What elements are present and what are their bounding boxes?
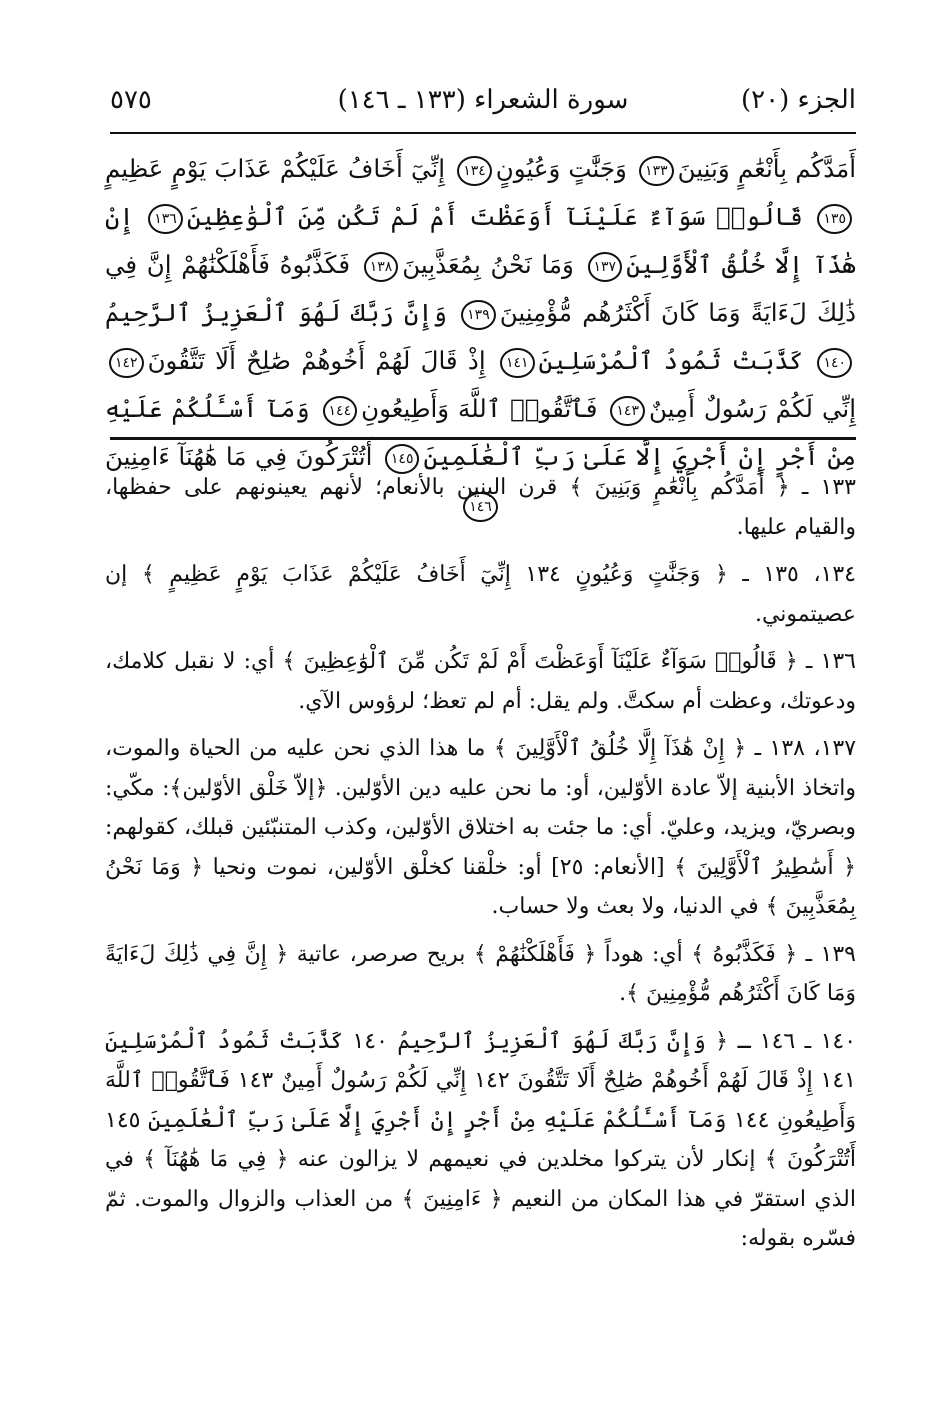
ayah-text: إِنِّي لَكُمْ رَسُولٌ أَمِينٌ xyxy=(648,394,856,423)
ayah-number-marker: ١٤٤ xyxy=(323,396,358,426)
commentary-paragraph: ١٣٤، ١٣٥ ـ ﴿ وَجَنَّٰتٍ وَعُيُونٍ ١٣٤ إِنِّيٓ أَخَافُ عَلَيْكُمْ عَذَابَ يَوْمٍ عَظِيمٍ ﴾ إن عصيتموني. xyxy=(105,562,856,627)
commentary-paragraph: ١٤٠ ـ ١٤٦ ـ ﴿ وَإِنَّ رَبَّكَ لَهُوَ ٱلْعَزِيزُ ٱلرَّحِيمُ ١٤٠ كَذَّبَتْ ثَمُودُ ٱلْمُرْسَلِينَ ١٤١ إِذْ قَالَ لَهُمْ أَخُوهُمْ صَٰلِحٌ أَلَا تَتَّقُونَ ١٤٢ إِنِّي لَكُمْ رَسُولٌ أَمِينٌ ١٤٣ فَٱتَّقُوا۟ ٱللَّهَ وَأَطِيعُونِ ١٤٤ وَمَآ أَسْـَٔلُكُمْ عَلَيْهِ مِنْ أَجْرٍ إِنْ أَجْرِيَ إِلَّا عَلَىٰ رَبِّ ٱلْعَٰلَمِينَ ١٤٥ أَتُتْرَكُونَ ﴾ إنكار لأن يتركوا مخلدين في نعيمهم لا يزالون عنه ﴿ فِي مَا هَٰهُنَآ ﴾ في الذي استقرّ في هذا المكان من النعيم ﴿ ءَامِنِينَ ﴾ من العذاب والزوال والموت. ثمّ فسّره بقوله: xyxy=(105,1028,857,1251)
ayah-number-marker: ١٤١ xyxy=(500,348,535,378)
ayah-text: وَمَا نَحْنُ بِمُعَذَّبِينَ xyxy=(402,250,574,279)
ayah-number-marker: ١٣٣ xyxy=(639,156,674,186)
ayah-text: أَمَدَّكُم بِأَنْعَٰمٍ وَبَنِينَ xyxy=(677,154,857,183)
part-label: الجزء (٢٠) xyxy=(740,85,856,115)
ayah-number-marker: ١٤٦ xyxy=(463,492,498,522)
section-divider xyxy=(110,437,856,440)
ayah-number-marker: ١٤٣ xyxy=(610,396,645,426)
ayah-number-marker: ١٣٤ xyxy=(457,156,492,186)
header-divider xyxy=(110,132,856,134)
ayah-number-marker: ١٤٥ xyxy=(385,444,420,474)
ayah-text: إِنْ هَٰذَآ إِلَّا خُلُقُ ٱلْأَوَّلِينَ xyxy=(105,202,857,279)
ayah-number-marker: ١٤٠ xyxy=(817,348,852,378)
ayah-text: كَذَّبَتْ ثَمُودُ ٱلْمُرْسَلِينَ xyxy=(538,346,804,375)
ayah-text: إِنِّيٓ أَخَافُ عَلَيْكُمْ عَذَابَ يَوْمٍ عَظِيمٍ xyxy=(105,154,446,183)
ayah-text: وَمَآ أَسْـَٔلُكُمْ عَلَيْهِ مِنْ أَجْرٍ إِنْ أَجْرِيَ إِلَّا عَلَىٰ رَبِّ ٱلْعَٰلَمِينَ xyxy=(105,394,857,471)
ayah-number-marker: ١٣٩ xyxy=(461,300,496,330)
ayah-text: أَتُتْرَكُونَ فِي مَا هَٰهُنَآ ءَامِنِينَ xyxy=(105,442,373,471)
commentary-paragraph: ١٣٩ ـ ﴿ فَكَذَّبُوهُ ﴾ أي: هوداً ﴿ فَأَهْلَكْنَٰهُمْ ﴾ بريح صرصر، عاتية ﴿ إِنَّ فِي ذَٰلِكَ لَءَايَةً وَمَا كَانَ أَكْثَرُهُم مُّؤْمِنِينَ ﴾. xyxy=(105,941,856,1006)
commentary-block xyxy=(105,468,856,1340)
ayah-number-marker: ١٣٦ xyxy=(148,204,183,234)
surah-title: سورة الشعراء (١٣٣ ـ ١٤٦) xyxy=(337,85,629,115)
commentary-paragraph: ١٣٦ ـ ﴿ قَالُوا۟ سَوَآءٌ عَلَيْنَآ أَوَعَظْتَ أَمْ لَمْ تَكُن مِّنَ ٱلْوَٰعِظِينَ ﴾ أي: لا نقبل كلامك، ودعوتك، وعظت أم سكتَّ. ولم يقل: أم لم تعظ؛ لرؤوس الآي. xyxy=(105,649,856,714)
ayah-text: فَٱتَّقُوا۟ ٱللَّهَ وَأَطِيعُونِ xyxy=(361,394,598,423)
commentary-paragraph: ١٣٣ ـ ﴿ أَمَدَّكُم بِأَنْعَٰمٍ وَبَنِينَ ﴾ قرن البنين بالأنعام؛ لأنهم يعينونهم على حفظها، والقيام عليها. xyxy=(105,475,856,540)
commentary-paragraph: ١٣٧، ١٣٨ ـ ﴿ إِنْ هَٰذَآ إِلَّا خُلُقُ ٱلْأَوَّلِينَ ﴾ ما هذا الذي نحن عليه من الحياة والموت، واتخاذ الأبنية إلاّ عادة الأوّلين، أو: ما نحن عليه دين الأوّلين. ﴿إلاّ خَلْق الأوّلين﴾: مكّي: وبصريّ، ويزيد، وعليّ. أي: ما جئت به اختلاق الأوّلين، وكذب المتنبّئين قبلك، كقولهم: ﴿ أَسَٰطِيرُ ٱلْأَوَّلِينَ ﴾ [الأنعام: ٢٥] أو: خلْقنا كخلْق الأوّلين، نموت ونحيا ﴿ وَمَا نَحْنُ بِمُعَذَّبِينَ ﴾ في الدنيا، ولا بعث ولا حساب. xyxy=(105,736,857,919)
ayah-text: فَكَذَّبُوهُ فَأَهْلَكْنَٰهُمْ إِنَّ فِي ذَٰلِكَ لَءَايَةً وَمَا كَانَ أَكْثَرُهُم مُّؤْمِنِينَ xyxy=(105,250,856,327)
ayah-text: وَجَنَّٰتٍ وَعُيُونٍ xyxy=(495,154,627,183)
ayah-number-marker: ١٣٨ xyxy=(364,252,399,282)
page-number: ٥٧٥ xyxy=(110,85,152,115)
ayah-text: وَإِنَّ رَبَّكَ لَهُوَ ٱلْعَزِيزُ ٱلرَّحِيمُ xyxy=(105,298,448,327)
page-header xyxy=(110,80,856,120)
ayah-number-marker: ١٣٥ xyxy=(817,204,852,234)
ayah-text: قَالُوا۟ سَوَآءٌ عَلَيْنَآ أَوَعَظْتَ أَمْ لَمْ تَكُن مِّنَ ٱلْوَٰعِظِينَ xyxy=(186,202,803,231)
ayah-number-marker: ١٤٢ xyxy=(109,348,144,378)
ayah-text: إِذْ قَالَ لَهُمْ أَخُوهُمْ صَٰلِحٌ أَلَا تَتَّقُونَ xyxy=(147,346,486,375)
ayah-number-marker: ١٣٧ xyxy=(588,252,623,282)
